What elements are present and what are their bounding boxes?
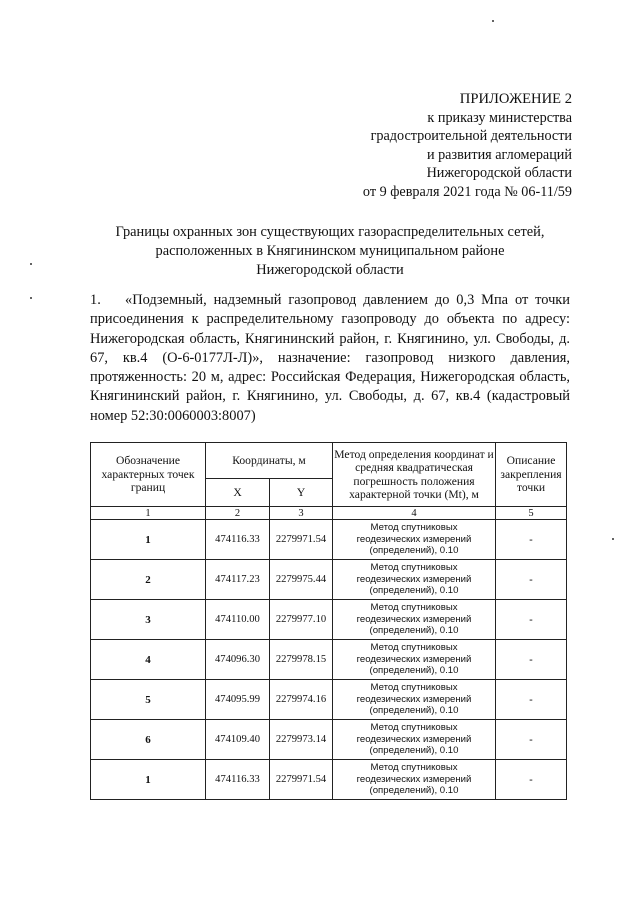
header-method: Метод определения координат и средняя квадратическая погрешность положения характерной точки (Mt), м — [333, 443, 496, 507]
cell-description: - — [496, 640, 567, 680]
table-row — [91, 680, 567, 720]
method-line: геодезических измерений — [356, 533, 472, 545]
cell-y: 2279971.54 — [270, 760, 333, 800]
cell-y: 2279971.54 — [270, 520, 333, 560]
cell-x: 474109.40 — [206, 720, 270, 760]
appendix-line: Нижегородской области — [426, 165, 572, 182]
table-body — [91, 520, 567, 800]
cell-description: - — [496, 560, 567, 600]
cell-method — [333, 560, 496, 600]
column-number-row — [91, 507, 567, 520]
cell-method — [333, 520, 496, 560]
cell-y: 2279977.10 — [270, 600, 333, 640]
cell-description: - — [496, 600, 567, 640]
cell-x: 474117.23 — [206, 560, 270, 600]
item-number: 1. — [90, 292, 101, 308]
cell-point: 5 — [91, 680, 206, 720]
cell-x: 474116.33 — [206, 520, 270, 560]
method-line: Метод спутниковых — [370, 602, 458, 614]
cell-method — [333, 720, 496, 760]
item-paragraph — [90, 291, 570, 426]
method-line: Метод спутниковых — [370, 642, 458, 654]
method-line: Метод спутниковых — [370, 522, 458, 534]
scan-speck — [30, 297, 32, 299]
cell-y: 2279975.44 — [270, 560, 333, 600]
cell-y: 2279974.16 — [270, 680, 333, 720]
scan-speck — [30, 263, 32, 265]
method-line: Метод спутниковых — [370, 562, 458, 574]
method-line: Метод спутниковых — [370, 722, 458, 734]
item-line: 67, кв.4 (О-6-0177Л-Л)», назначение: газопровод низкого давления, — [90, 349, 570, 366]
appendix-block — [363, 90, 572, 202]
header-description: Описание закрепления точки — [496, 443, 567, 507]
cell-description: - — [496, 520, 567, 560]
scan-speck — [612, 538, 614, 540]
method-line: геодезических измерений — [356, 773, 472, 785]
cell-x: 474095.99 — [206, 680, 270, 720]
table-row — [91, 520, 567, 560]
column-number: 4 — [333, 507, 496, 520]
item-line: протяженность: 20 м, адрес: Российская Федерация, Нижегородская область, — [90, 369, 570, 386]
appendix-line: к приказу министерства — [427, 109, 572, 126]
cell-description: - — [496, 760, 567, 800]
cell-x: 474110.00 — [206, 600, 270, 640]
method-line: геодезических измерений — [356, 653, 472, 665]
column-number: 2 — [206, 507, 270, 520]
table-row — [91, 720, 567, 760]
cell-y: 2279978.15 — [270, 640, 333, 680]
method-line: (определений), 0.10 — [369, 665, 459, 677]
item-line: Княгининский район, г. Княгинино, ул. Свободы, д. 67, кв.4 (кадастровый — [90, 388, 570, 405]
title-line: Границы охранных зон существующих газораспределительных сетей, — [115, 224, 545, 240]
cell-point: 2 — [91, 560, 206, 600]
column-number: 1 — [91, 507, 206, 520]
table-row — [91, 560, 567, 600]
item-line: 1. «Подземный, надземный газопровод давлением до 0,3 Мпа от точки — [90, 291, 570, 310]
cell-point: 1 — [91, 520, 206, 560]
table-row — [91, 760, 567, 800]
cell-point: 4 — [91, 640, 206, 680]
method-line: (определений), 0.10 — [369, 705, 459, 717]
column-number: 5 — [496, 507, 567, 520]
header-point-designation: Обозначение характерных точек границ — [91, 443, 206, 507]
scan-speck — [492, 20, 494, 22]
cell-description: - — [496, 680, 567, 720]
method-line: Метод спутниковых — [370, 762, 458, 774]
method-line: Метод спутниковых — [370, 682, 458, 694]
cell-x: 474116.33 — [206, 760, 270, 800]
cell-point: 3 — [91, 600, 206, 640]
column-number: 3 — [270, 507, 333, 520]
cell-y: 2279973.14 — [270, 720, 333, 760]
cell-point: 6 — [91, 720, 206, 760]
header-x: X — [206, 479, 270, 507]
appendix-heading: ПРИЛОЖЕНИЕ 2 — [459, 91, 572, 107]
cell-point: 1 — [91, 760, 206, 800]
method-line: геодезических измерений — [356, 733, 472, 745]
item-line: Нижегородская область, Княгининский район, г. Княгинино, ул. Свободы, д. — [90, 330, 570, 347]
method-line: (определений), 0.10 — [369, 585, 459, 597]
item-line: присоединения к распределительному газопроводу до объекта по адресу: — [90, 311, 570, 328]
cell-method — [333, 640, 496, 680]
method-line: геодезических измерений — [356, 693, 472, 705]
title-line: Нижегородской области — [256, 262, 404, 278]
table-row — [91, 600, 567, 640]
table-row — [91, 640, 567, 680]
method-line: (определений), 0.10 — [369, 745, 459, 757]
cell-method — [333, 760, 496, 800]
cell-description: - — [496, 720, 567, 760]
method-line: геодезических измерений — [356, 613, 472, 625]
appendix-order-date: от 9 февраля 2021 года № 06-11/59 — [362, 183, 572, 200]
header-coordinates: Координаты, м — [206, 443, 333, 479]
header-y: Y — [270, 479, 333, 507]
method-line: геодезических измерений — [356, 573, 472, 585]
coordinates-table — [90, 442, 567, 800]
method-line: (определений), 0.10 — [369, 785, 459, 797]
cell-x: 474096.30 — [206, 640, 270, 680]
item-line: номер 52:30:0060003:8007) — [90, 407, 256, 424]
cell-method — [333, 680, 496, 720]
method-line: (определений), 0.10 — [369, 545, 459, 557]
method-line: (определений), 0.10 — [369, 625, 459, 637]
cell-method — [333, 600, 496, 640]
appendix-line: градостроительной деятельности — [370, 128, 572, 145]
title-line: расположенных в Княгининском муниципальном районе — [155, 243, 505, 259]
document-title — [90, 223, 570, 280]
appendix-line: и развития агломераций — [426, 146, 572, 163]
